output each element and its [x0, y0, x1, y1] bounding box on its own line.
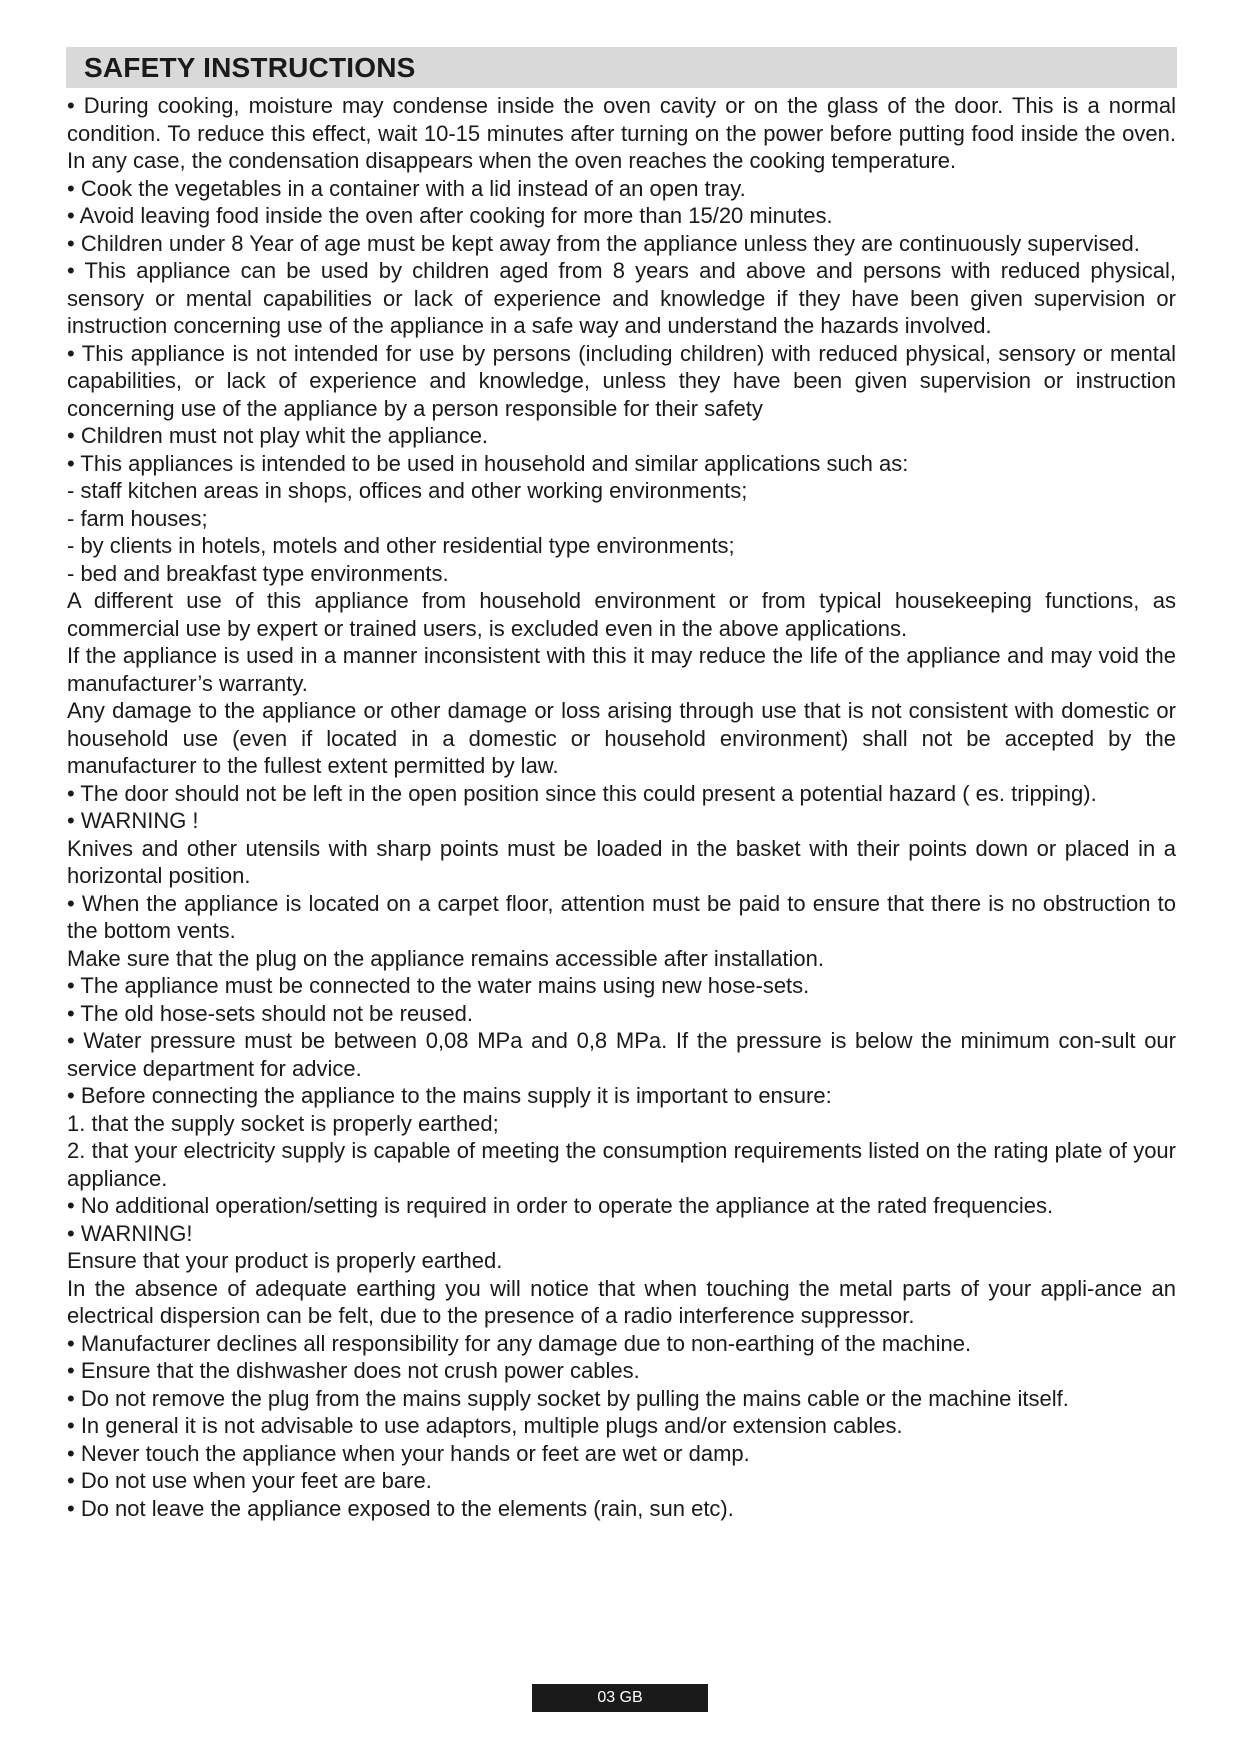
list-item-hotels: - by clients in hotels, motels and other residential type environments; — [67, 533, 735, 558]
paragraph-old-hoses: • The old hose-sets should not be reused. — [67, 1000, 474, 1026]
paragraph-children-use: • This appliance can be used by children aged from 8 years and above and persons with reduced physical, sensory or mental capabilities or lack of experience and knowledge if they have been given supervision or instruction concerning use of the appliance in a safe way and understand the hazards involved. — [67, 258, 1176, 338]
paragraph-different-use: A different use of this appliance from household environment or from typical housekeeping functions, as commercial use by expert or trained users, is excluded even in the above applications. — [67, 588, 1176, 641]
list-item-farm-houses: - farm houses; — [67, 505, 208, 531]
warning-label: • WARNING! — [67, 1220, 193, 1246]
paragraph-warranty: If the appliance is used in a manner inconsistent with this it may reduce the life of the appliance and may void the manufacturer’s warranty. — [67, 643, 1176, 696]
paragraph-before-connecting: • Before connecting the appliance to the mains supply it is important to ensure: — [67, 1083, 832, 1108]
paragraph-door: • The door should not be left in the open position since this could present a potential hazard ( es. tripping). — [67, 780, 1097, 806]
paragraph-remove-plug: • Do not remove the plug from the mains supply socket by pulling the mains cable or the machine itself. — [67, 1385, 1069, 1411]
instructions-body — [67, 92, 1176, 1522]
paragraph-elements: • Do not leave the appliance exposed to the elements (rain, sun etc). — [67, 1495, 734, 1521]
section-header-bar — [66, 47, 1177, 88]
paragraph-not-intended: • This appliance is not intended for use by persons (including children) with reduced physical, sensory or mental capabilities, or lack of experience and knowledge, unless they have been given supervision or instruction concerning use of the appliance by a person responsible for their safety — [67, 340, 1176, 421]
paragraph-frequencies: • No additional operation/setting is required in order to operate the appliance at the rated frequencies. — [67, 1193, 1054, 1218]
paragraph-adaptors: • In general it is not advisable to use adaptors, multiple plugs and/or extension cables. — [67, 1413, 903, 1438]
paragraph-wet-hands: • Never touch the appliance when your hands or feet are wet or damp. — [67, 1440, 750, 1466]
paragraph-responsibility: • Manufacturer declines all responsibility for any damage due to non-earthing of the machine. — [67, 1330, 972, 1356]
paragraph-earthing-absence: In the absence of adequate earthing you will notice that when touching the metal parts of your appli-ance an electrical dispersion can be felt, due to the presence of a radio interference suppressor. — [67, 1275, 1176, 1328]
paragraph-vegetables: • Cook the vegetables in a container with a lid instead of an open tray. — [67, 175, 746, 201]
paragraph-earthed: Ensure that your product is properly earthed. — [67, 1248, 503, 1273]
paragraph-plug-access: Make sure that the plug on the appliance remains accessible after installation. — [67, 945, 824, 971]
list-item-staff-kitchen: - staff kitchen areas in shops, offices and other working environments; — [67, 478, 748, 503]
paragraph-damage: Any damage to the appliance or other damage or loss arising through use that is not consistent with domestic or household use (even if located in a domestic or household environment) shall not be accepted by the manufacturer to the fullest extent permitted by law. — [67, 698, 1176, 778]
paragraph-household-use: • This appliances is intended to be used in household and similar applications such as: — [67, 450, 909, 476]
paragraph-bare-feet: • Do not use when your feet are bare. — [67, 1468, 432, 1493]
paragraph-food-left: • Avoid leaving food inside the oven after cooking for more than 15/20 minutes. — [67, 203, 833, 228]
paragraph-condensation: • During cooking, moisture may condense inside the oven cavity or on the glass of the door. This is a normal condition. To reduce this effect, wait 10-15 minutes after turning on the power before putting food inside the oven. In any case, the condensation disappears when the oven reaches the cooking temperature. — [67, 93, 1176, 173]
warning-label: • WARNING ! — [67, 808, 199, 833]
paragraph-children-age: • Children under 8 Year of age must be kept away from the appliance unless they are continuously supervised. — [67, 230, 1140, 256]
list-item-bed-breakfast: - bed and breakfast type environments. — [67, 560, 449, 586]
paragraph-children-play: • Children must not play whit the appliance. — [67, 423, 489, 448]
paragraph-new-hoses: • The appliance must be connected to the water mains using new hose-sets. — [67, 973, 810, 998]
paragraph-knives: Knives and other utensils with sharp points must be loaded in the basket with their points down or placed in a horizontal position. — [67, 835, 1176, 888]
paragraph-power-cables: • Ensure that the dishwasher does not crush power cables. — [67, 1358, 640, 1383]
paragraph-carpet: • When the appliance is located on a carpet floor, attention must be paid to ensure that there is no obstruction to the bottom vents. — [67, 890, 1176, 943]
page-number-badge: 03 GB — [532, 1684, 708, 1712]
list-item-earthed: 1. that the supply socket is properly earthed; — [67, 1110, 499, 1136]
list-item-electricity: 2. that your electricity supply is capable of meeting the consumption requirements listed on the rating plate of your appliance. — [67, 1138, 1176, 1191]
section-title: SAFETY INSTRUCTIONS — [84, 52, 416, 83]
paragraph-water-pressure: • Water pressure must be between 0,08 MPa and 0,8 MPa. If the pressure is below the minimum con-sult our service department for advice. — [67, 1028, 1176, 1081]
